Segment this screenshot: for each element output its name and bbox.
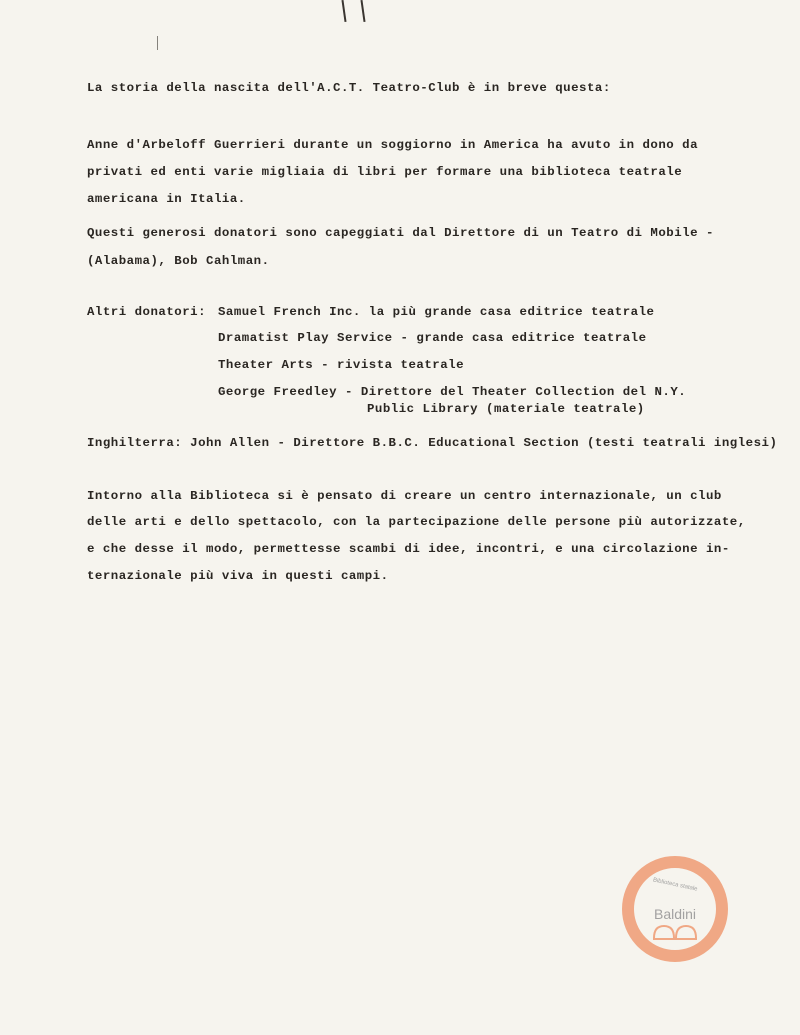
para2-line: (Alabama), Bob Cahlman. bbox=[87, 254, 270, 268]
stamp-small-text: Biblioteca statale bbox=[652, 877, 698, 893]
para3-line: Intorno alla Biblioteca si è pensato di creare un centro internazionale, un club bbox=[87, 489, 722, 503]
para1-line: privati ed enti varie migliaia di libri per formare una biblioteca teatrale bbox=[87, 165, 683, 179]
donor-item: George Freedley - Direttore del Theater Collection del N.Y. bbox=[218, 385, 687, 399]
donor-item: Theater Arts - rivista teatrale bbox=[218, 358, 465, 372]
para2-line: Questi generosi donatori sono capeggiati dal Direttore di un Teatro di Mobile - bbox=[87, 226, 714, 240]
ink-mark bbox=[341, 0, 346, 22]
para3-line: ternazionale più viva in questi campi. bbox=[87, 569, 389, 583]
donor-item: Dramatist Play Service - grande casa editrice teatrale bbox=[218, 331, 647, 345]
heading: La storia della nascita dell'A.C.T. Teatro-Club è in breve questa: bbox=[87, 81, 611, 95]
donors-label: Altri donatori: bbox=[87, 305, 207, 319]
donor-item: Samuel French Inc. la più grande casa editrice teatrale bbox=[218, 305, 655, 319]
ink-mark bbox=[157, 36, 158, 50]
stamp-name: Baldini bbox=[653, 906, 697, 922]
para1-line: Anne d'Arbeloff Guerrieri durante un soggiorno in America ha avuto in dono da bbox=[87, 138, 699, 152]
library-stamp-logo bbox=[622, 856, 728, 962]
para3-line: delle arti e dello spettacolo, con la partecipazione delle persone più autorizzate, bbox=[87, 515, 746, 529]
open-book-icon bbox=[652, 924, 698, 940]
donor-item: Public Library (materiale teatrale) bbox=[367, 402, 645, 416]
england-line: Inghilterra: John Allen - Direttore B.B.C. Educational Section (testi teatrali inglesi) bbox=[87, 436, 778, 450]
ink-mark bbox=[360, 0, 365, 22]
para3-line: e che desse il modo, permettesse scambi di idee, incontri, e una circolazione in- bbox=[87, 542, 730, 556]
para1-line: americana in Italia. bbox=[87, 192, 246, 206]
